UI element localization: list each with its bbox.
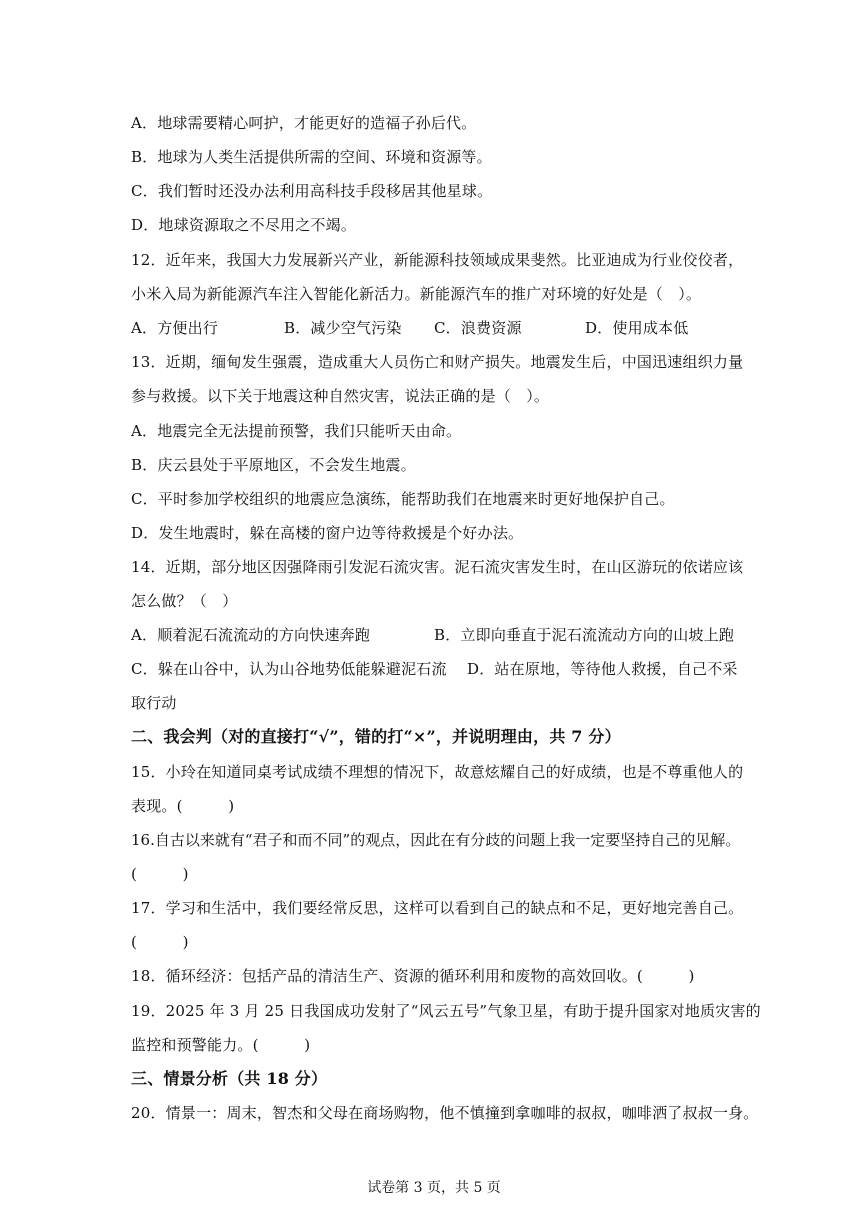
q14-option-c: C．躲在山谷中，认为山谷地势低能躲避泥石流 [131,660,447,678]
q17-stem-line1: 17．学习和生活中，我们要经常反思，这样可以看到自己的缺点和不足，更好地完善自己。 [131,899,744,917]
q19-stem-line1: 19．2025 年 3 月 25 日我国成功发射了“风云五号”气象卫星，有助于提升国家对地质灾害的 [131,1002,761,1020]
q13-option-b: B．庆云县处于平原地区，不会发生地震。 [131,456,416,474]
q11-option-c: C．我们暂时还没办法利用高科技手段移居其他星球。 [131,182,493,200]
q13-stem-line1: 13．近期，缅甸发生强震，造成重大人员伤亡和财产损失。地震发生后，中国迅速组织力量 [131,353,744,371]
q12-option-a: A．方便出行 [131,319,219,337]
q14-option-d-continued: 取行动 [131,694,177,712]
q12-option-b: B．减少空气污染 [284,319,402,337]
q12-option-d: D．使用成本低 [585,319,689,337]
q13-option-a: A．地震完全无法提前预警，我们只能听天由命。 [131,422,462,440]
q15-stem-line1: 15．小玲在知道同桌考试成绩不理想的情况下，故意炫耀自己的好成绩，也是不尊重他人的 [131,763,744,781]
section-2-title: 二、我会判（对的直接打“√”，错的打“×”，并说明理由，共 7 分） [131,727,621,746]
q14-option-b: B．立即向垂直于泥石流流动方向的山坡上跑 [434,626,735,644]
q19-stem-line2: 监控和预警能力。( ) [131,1036,311,1054]
q18-stem: 18．循环经济：包括产品的清洁生产、资源的循环利用和废物的高效回收。( ) [131,967,695,985]
q14-stem-line2: 怎么做？（ ） [131,592,238,610]
q14-stem-line1: 14．近期，部分地区因强降雨引发泥石流灾害。泥石流灾害发生时，在山区游玩的依诺应该 [131,558,744,576]
q12-options-row [131,318,691,338]
q13-option-d: D．发生地震时，躲在高楼的窗户边等待救援是个好办法。 [131,524,524,542]
q11-option-a: A．地球需要精心呵护，才能更好的造福子孙后代。 [131,114,477,132]
q13-option-c: C．平时参加学校组织的地震应急演练，能帮助我们在地震来时更好地保护自己。 [131,490,675,508]
page-footer: 试卷第 3 页，共 5 页 [367,1180,501,1196]
q14-option-d: D．站在原地，等待他人救援，自己不采 [467,660,738,678]
q11-option-b: B．地球为人类生活提供所需的空间、环境和资源等。 [131,148,492,166]
q14-option-a: A．顺着泥石流流动的方向快速奔跑 [131,626,371,644]
q14-options-row1 [131,625,741,645]
q16-stem-line1: 16.自古以来就有“君子和而不同”的观点，因此在有分歧的问题上我一定要坚持自己的见解。 [131,831,741,849]
q11-option-d: D．地球资源取之不尽用之不竭。 [131,216,357,234]
q13-stem-line2: 参与救援。以下关于地震这种自然灾害，说法正确的是（ ）。 [131,387,550,405]
q20-stem-line1: 20．情景一：周末，智杰和父母在商场购物，他不慎撞到拿咖啡的叔叔，咖啡洒了叔叔一身。 [131,1104,759,1122]
section-3-title: 三、情景分析（共 18 分） [131,1069,328,1088]
q17-answer-blank: ( ) [131,933,189,951]
q15-stem-line2: 表现。( ) [131,797,235,815]
q14-options-row2 [131,659,741,679]
q12-stem-line1: 12．近年来，我国大力发展新兴产业，新能源科技领域成果斐然。比亚迪成为行业佼佼者， [131,251,744,269]
q12-stem-line2: 小米入局为新能源汽车注入智能化新活力。新能源汽车的推广对环境的好处是（ ）。 [131,285,702,303]
q12-option-c: C．浪费资源 [434,319,522,337]
q16-answer-blank: ( ) [131,865,189,883]
